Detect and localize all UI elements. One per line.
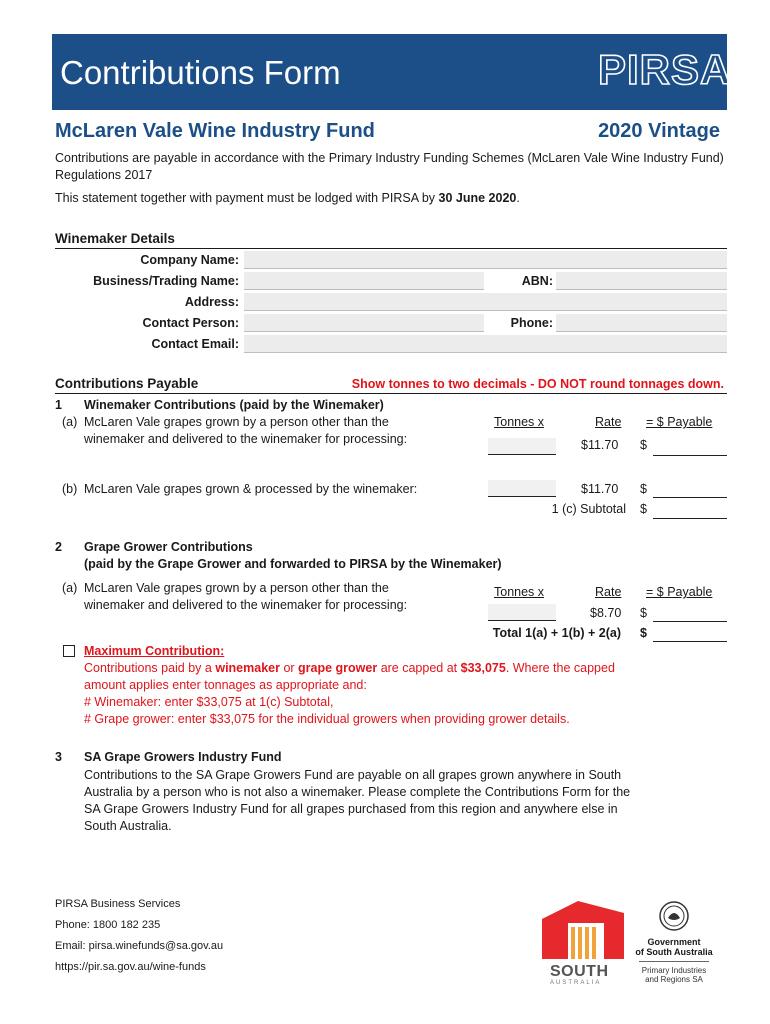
maximum-contribution-title: Maximum Contribution: <box>84 644 225 658</box>
footer-org: PIRSA Business Services <box>55 898 181 910</box>
logo-divider <box>639 961 709 962</box>
item-1b-label: (b) <box>62 482 78 496</box>
max-text: or <box>279 661 299 675</box>
rate-1a: $11.70 <box>581 438 619 452</box>
south-wordmark: SOUTH <box>550 963 609 980</box>
dept-line1: Primary Industries <box>641 966 707 975</box>
section-3-line2: Australia by a person who is not also a winemaker. Please complete the Contributions Form for the <box>84 785 631 799</box>
item-1b-text: McLaren Vale grapes grown & processed by the winemaker: <box>84 482 418 496</box>
pirsa-logo: PIRSA <box>598 46 732 93</box>
rate-1b: $11.70 <box>581 482 619 496</box>
form-title: Contributions Form <box>60 54 341 91</box>
payable-header: = $ Payable <box>646 415 713 429</box>
section-3-line1: Contributions to the SA Grape Growers Fund are payable on all grapes grown anywhere in South <box>84 768 622 782</box>
winemaker-section-title: Winemaker Details <box>55 231 175 246</box>
item-2a-line1: McLaren Vale grapes grown by a person other than the <box>84 581 389 595</box>
section-3-number: 3 <box>55 750 62 764</box>
item-2a-label: (a) <box>62 581 78 595</box>
rate-2a: $8.70 <box>590 606 622 620</box>
tonnes-2a-input[interactable] <box>488 604 556 621</box>
payable-1b-line[interactable] <box>653 497 727 498</box>
item-2a-line2: winemaker and delivered to the winemaker for processing: <box>84 598 408 612</box>
tonnes-1a-input[interactable] <box>488 438 556 455</box>
item-1a-line1: McLaren Vale grapes grown by a person other than the <box>84 415 389 429</box>
subtotal-line[interactable] <box>653 518 727 519</box>
subtotal-label: 1 (c) Subtotal <box>551 502 626 516</box>
tonnes-1b-input[interactable] <box>488 480 556 497</box>
contact-email-label: Contact Email: <box>151 337 239 351</box>
section-2-subtitle: (paid by the Grape Grower and forwarded to PIRSA by the Winemaker) <box>84 557 502 571</box>
item-1a-line2: winemaker and delivered to the winemaker for processing: <box>84 432 408 446</box>
maximum-contribution-checkbox[interactable] <box>63 645 75 657</box>
coat-of-arms-icon <box>658 900 690 932</box>
company-name-field[interactable] <box>244 251 727 269</box>
business-name-field[interactable] <box>244 272 484 290</box>
gov-line2: of South Australia <box>635 947 713 957</box>
maximum-contribution-line3: # Winemaker: enter $33,075 at 1(c) Subtotal, <box>84 695 334 709</box>
maximum-contribution-line4: # Grape grower: enter $33,075 for the individual growers when providing grower details. <box>84 712 570 726</box>
maximum-contribution-line1 <box>84 660 615 678</box>
phone-label: Phone: <box>510 316 553 330</box>
dept-line2: and Regions SA <box>645 975 703 984</box>
tonnage-notice: Show tonnes to two decimals - DO NOT round tonnages down. <box>351 377 724 391</box>
business-name-label: Business/Trading Name: <box>93 274 239 288</box>
contact-email-field[interactable] <box>244 335 727 353</box>
payable-2a-line[interactable] <box>653 621 727 622</box>
max-text: Contributions paid by a <box>84 661 216 675</box>
lodge-prefix: This statement together with payment must be lodged with PIRSA by <box>55 191 439 205</box>
dollar-sign: $ <box>640 438 647 452</box>
item-1a-label: (a) <box>62 415 78 429</box>
government-logo <box>634 900 714 984</box>
vintage-label: 2020 Vintage <box>598 120 720 142</box>
section-3-title: SA Grape Growers Industry Fund <box>84 750 282 764</box>
section-2-title: Grape Grower Contributions <box>84 540 253 554</box>
rate-header: Rate <box>595 415 622 429</box>
gov-line1: Government <box>647 937 701 947</box>
company-name-label: Company Name: <box>140 253 239 267</box>
abn-field[interactable] <box>556 272 727 290</box>
abn-label: ABN: <box>521 274 553 288</box>
intro-text: Contributions are payable in accordance with the Primary Industry Funding Schemes (McLaren Vale Wine Industry Fund) Regulations 2017 <box>55 151 724 182</box>
max-text: are capped at <box>377 661 461 675</box>
address-field[interactable] <box>244 293 727 311</box>
footer-url[interactable]: https://pir.sa.gov.au/wine-funds <box>55 961 206 973</box>
phone-field[interactable] <box>556 314 727 332</box>
lodge-suffix: . <box>516 191 520 205</box>
section-1-number: 1 <box>55 398 62 412</box>
payable-1a-line[interactable] <box>653 455 727 456</box>
max-text: . Where the capped <box>505 661 615 675</box>
tonnes-header: Tonnes x <box>494 585 545 599</box>
footer-email: Email: pirsa.winefunds@sa.gov.au <box>55 940 224 952</box>
section-3-line3: SA Grape Growers Industry Fund for all grapes purchased from this region and anywhere else in <box>84 802 618 816</box>
australia-wordmark: AUSTRALIA <box>550 980 602 986</box>
contributions-section-title: Contributions Payable <box>55 376 199 391</box>
tonnes-header: Tonnes x <box>494 415 545 429</box>
total-line[interactable] <box>653 641 727 642</box>
contact-person-field[interactable] <box>244 314 484 332</box>
map-mark-icon <box>538 897 628 959</box>
address-label: Address: <box>184 295 239 309</box>
brand-south-australia-logo <box>538 897 628 985</box>
section-3-line4: South Australia. <box>84 819 172 833</box>
lodge-statement <box>55 191 727 205</box>
contact-person-label: Contact Person: <box>142 316 239 330</box>
section-divider <box>55 248 727 249</box>
fund-name: McLaren Vale Wine Industry Fund <box>55 120 375 142</box>
total-label: Total 1(a) + 1(b) + 2(a) <box>492 626 621 640</box>
max-grape-grower: grape grower <box>298 661 378 675</box>
max-winemaker: winemaker <box>215 661 280 675</box>
section-divider <box>55 393 727 394</box>
footer-phone: Phone: 1800 182 235 <box>55 919 161 931</box>
section-1-title: Winemaker Contributions (paid by the Winemaker) <box>84 398 384 412</box>
max-cap-amount: $33,075 <box>460 661 506 675</box>
maximum-contribution-line2: amount applies enter tonnages as appropriate and: <box>84 678 367 692</box>
dollar-sign: $ <box>640 606 647 620</box>
section-2-number: 2 <box>55 540 62 554</box>
lodge-date: 30 June 2020 <box>438 191 517 205</box>
dollar-sign: $ <box>640 626 647 640</box>
dollar-sign: $ <box>640 502 647 516</box>
payable-header: = $ Payable <box>646 585 713 599</box>
dollar-sign: $ <box>640 482 647 496</box>
rate-header: Rate <box>595 585 622 599</box>
